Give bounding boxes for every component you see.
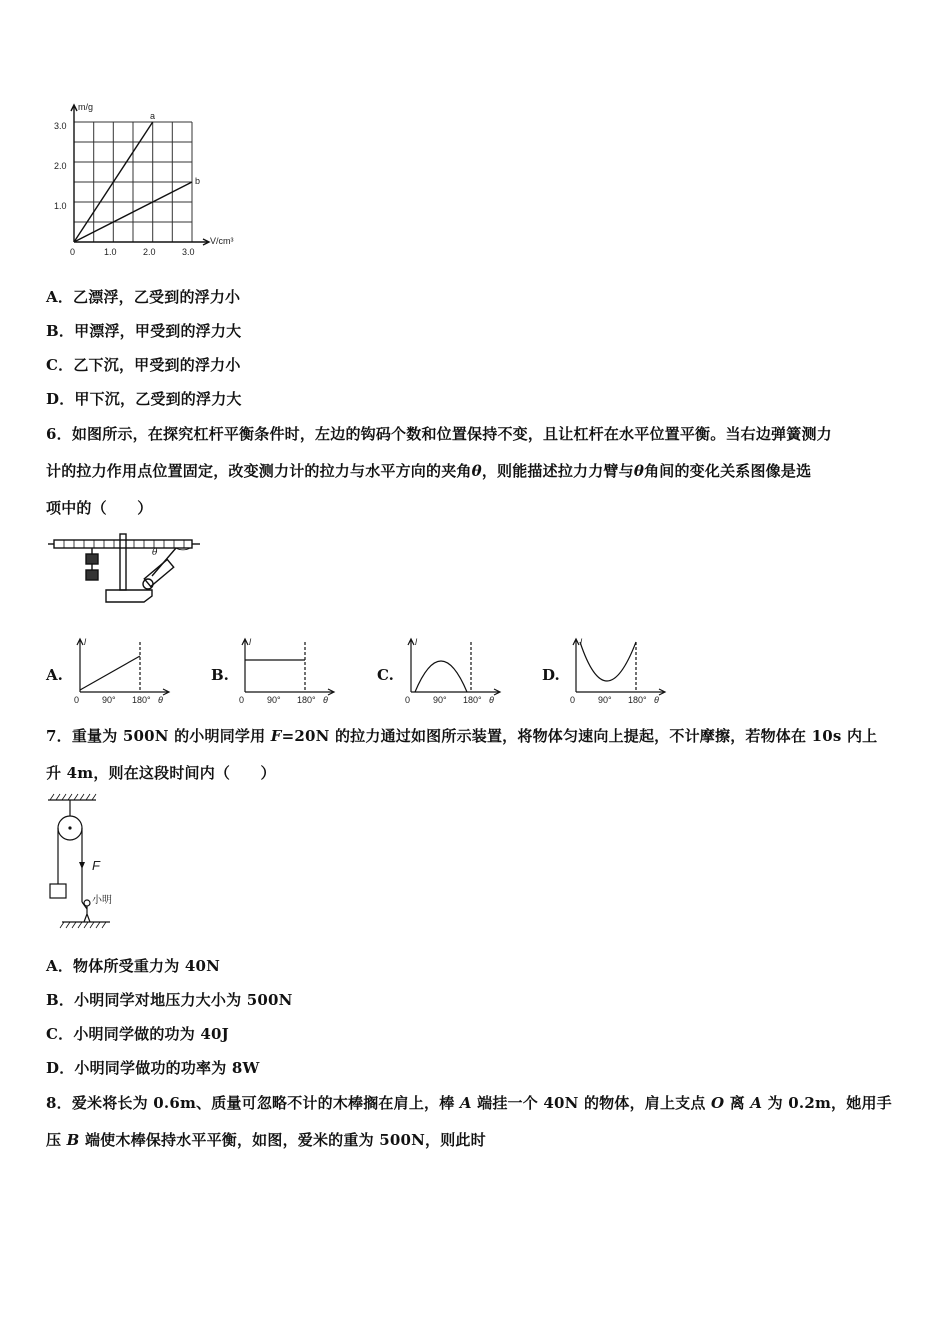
line-b-label: b [195, 176, 201, 186]
x-tick: 0 [70, 247, 76, 257]
q7-option-a: A．物体所受重力为 40N [46, 957, 221, 975]
y-tick: 3.0 [54, 121, 67, 131]
hook-weight [86, 554, 98, 564]
tick: 90° [433, 695, 447, 705]
force-arrow [79, 862, 85, 869]
pulley-figure [40, 790, 130, 934]
y-label: l [249, 637, 251, 647]
tick: 90° [102, 695, 116, 705]
lever-bar [54, 540, 192, 548]
x-label: θ [323, 695, 328, 705]
q7-option-c: C．小明同学做的功为 40J [46, 1025, 229, 1043]
load-block [50, 884, 66, 898]
x-tick: 3.0 [182, 247, 195, 257]
tick: 0 [570, 695, 576, 705]
force-label: F [92, 858, 100, 873]
y-tick: 2.0 [54, 161, 67, 171]
line-a-label: a [150, 111, 156, 121]
person-label: 小明 [92, 895, 112, 906]
lever-apparatus-figure [48, 530, 208, 608]
x-axis-label: V/cm³ [210, 236, 234, 246]
tick: 0 [239, 695, 245, 705]
tick: 90° [267, 695, 281, 705]
tick: 180° [463, 695, 482, 705]
q8-stem-line1: 8．爱米将长为 0.6m、质量可忽略不计的木棒搁在肩上，棒 A 端挂一个 40N 的物体，肩上支点 O 离 A 为 0.2m，她用手 [46, 1094, 892, 1112]
q7-stem-line1: 7．重量为 500N 的小明同学用 F=20N 的拉力通过如图所示装置，将物体匀速向上提起，不计摩擦，若物体在 10s 内上 [46, 727, 878, 745]
q6-stem-line3: 项中的（ ） [46, 499, 153, 517]
q6-option-a-label: A. [46, 666, 63, 684]
mass-volume-graph [48, 100, 248, 260]
x-label: θ [489, 695, 494, 705]
q6-option-c-graph [403, 636, 503, 708]
y-tick: 1.0 [54, 201, 67, 211]
x-label: θ [654, 695, 659, 705]
q5-option-b: B．甲漂浮，甲受到的浮力大 [46, 322, 242, 340]
theta-label: θ [152, 548, 158, 558]
spring-scale [144, 560, 173, 587]
y-label: l [415, 637, 417, 647]
q6-stem-line1: 6．如图所示，在探究杠杆平衡条件时，左边的钩码个数和位置保持不变，且让杠杆在水平位置平衡。当右边弹簧测力 [46, 425, 832, 443]
q6-option-a-graph [72, 636, 172, 708]
q6-option-b-label: B. [211, 666, 229, 684]
q7-option-d: D．小明同学做功的功率为 8W [46, 1059, 260, 1077]
q6-option-d-graph [568, 636, 668, 708]
q6-option-b-graph [237, 636, 337, 708]
tick: 180° [132, 695, 151, 705]
x-label: θ [158, 695, 163, 705]
q7-stem-line2: 升 4m，则在这段时间内（ ） [46, 764, 276, 782]
graph-curve [580, 642, 636, 681]
q6-stem-line2: 计的拉力作用点位置固定，改变测力计的拉力与水平方向的夹角θ，则能描述拉力力臂与θ角间的变化关系图像是选 [46, 462, 812, 480]
tick: 0 [405, 695, 411, 705]
lever-stand [120, 534, 126, 590]
tick: 180° [297, 695, 316, 705]
graph-curve [415, 661, 467, 692]
x-tick: 1.0 [104, 247, 117, 257]
lever-base [106, 590, 152, 602]
q5-option-a: A．乙漂浮，乙受到的浮力小 [46, 288, 241, 306]
q6-option-d-label: D. [542, 666, 560, 684]
x-tick: 2.0 [143, 247, 156, 257]
tick: 0 [74, 695, 80, 705]
q5-option-c: C．乙下沉，甲受到的浮力小 [46, 356, 241, 374]
q7-option-b: B．小明同学对地压力大小为 500N [46, 991, 293, 1009]
hook-weight [86, 570, 98, 580]
tick: 180° [628, 695, 647, 705]
graph-curve [80, 656, 140, 690]
y-label: l [84, 637, 86, 647]
q8-stem-line2: 压 B 端使木棒保持水平平衡，如图，爱米的重为 500N，则此时 [46, 1131, 486, 1149]
tick: 90° [598, 695, 612, 705]
y-axis-label: m/g [78, 102, 94, 112]
y-label: l [580, 637, 582, 647]
q6-option-c-label: C. [377, 666, 394, 684]
q5-option-d: D．甲下沉，乙受到的浮力大 [46, 390, 242, 408]
